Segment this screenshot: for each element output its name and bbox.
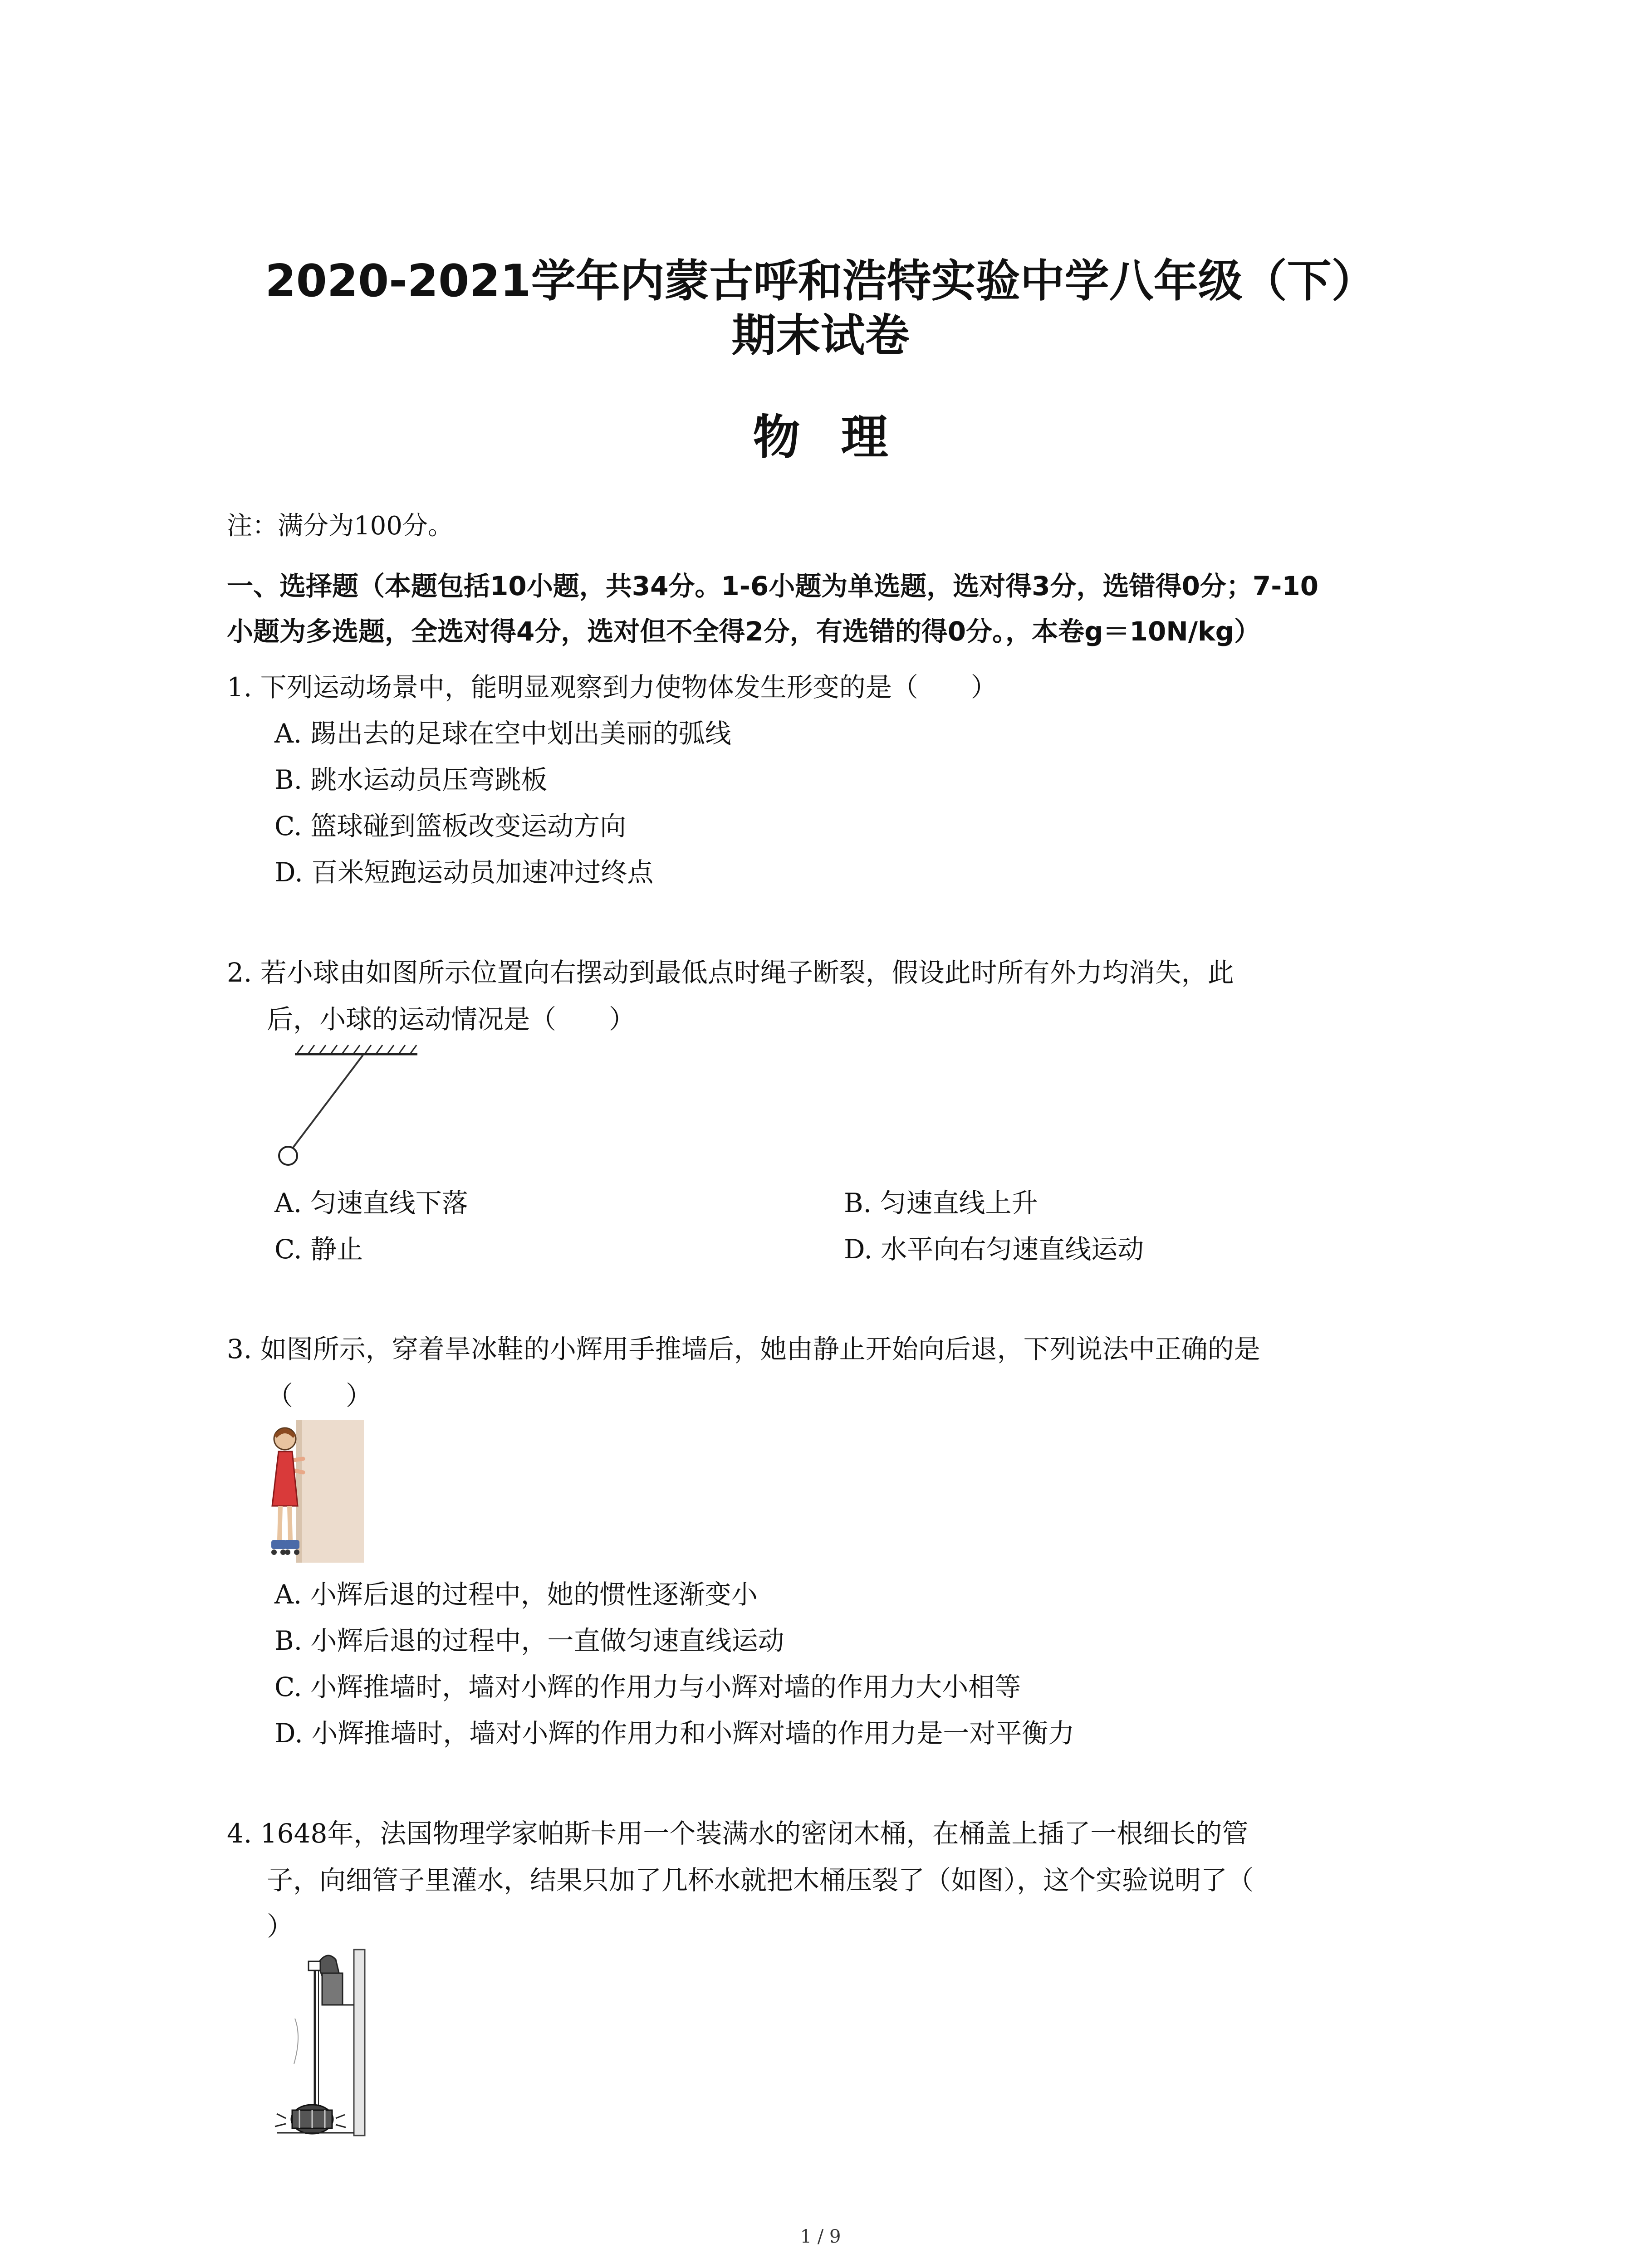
question-2-stem-line2: 后，小球的运动情况是（ ） — [267, 1004, 636, 1035]
roller-skate-right — [284, 1540, 299, 1549]
exam-title-line1: 2020-2021学年内蒙古呼和浩特实验中学八年级（下） — [265, 255, 1376, 307]
question-4-stem-line1: 4. 1648年，法国物理学家帕斯卡用一个装满水的密闭木桶，在桶盖上插了一根细长的管 — [227, 1818, 1249, 1849]
exam-title-line2: 期末试卷 — [731, 310, 910, 362]
wall-strip — [354, 1950, 365, 2136]
question-1-option-b: B. 跳水运动员压弯跳板 — [274, 764, 548, 795]
question-4-stem-line2: 子，向细管子里灌水，结果只加了几杯水就把木桶压裂了（如图），这个实验说明了（ — [267, 1865, 1254, 1896]
question-1-stem: 1. 下列运动场景中，能明显观察到力使物体发生形变的是（ ） — [227, 672, 997, 703]
subject-title: 物理 — [753, 410, 929, 465]
wall — [296, 1420, 364, 1563]
person-on-ledge — [322, 1973, 343, 2005]
question-3-option-c: C. 小辉推墙时，墙对小辉的作用力与小辉对墙的作用力大小相等 — [274, 1672, 1021, 1702]
question-1-option-c: C. 篮球碰到篮板改变运动方向 — [274, 811, 627, 841]
section-heading-line1: 一、选择题（本题包括10小题，共34分。1-6小题为单选题，选对得3分，选错得0分；7-10 — [227, 571, 1319, 601]
question-4-stem-line3: ） — [267, 1911, 294, 1942]
question-2-option-a: A. 匀速直线下落 — [274, 1188, 468, 1218]
question-3-stem-line1: 3. 如图所示，穿着旱冰鞋的小辉用手推墙后，她由静止开始向后退，下列说法中正确的是 — [227, 1334, 1260, 1364]
question-3-option-d: D. 小辉推墙时，墙对小辉的作用力和小辉对墙的作用力是一对平衡力 — [274, 1718, 1075, 1749]
pendulum-figure — [272, 1039, 426, 1170]
question-2-option-b: B. 匀速直线上升 — [844, 1188, 1038, 1218]
skater-pushing-wall-figure — [263, 1415, 367, 1565]
question-3-option-b: B. 小辉后退的过程中，一直做匀速直线运动 — [274, 1625, 784, 1656]
question-2-option-c: C. 静止 — [274, 1234, 363, 1265]
question-1-option-a: A. 踢出去的足球在空中划出美丽的弧线 — [274, 718, 731, 749]
page-number: 1 / 9 — [800, 2226, 841, 2247]
ceiling-hatch — [295, 1045, 417, 1054]
pendulum-ball — [279, 1147, 297, 1165]
question-3-stem-line2: （ ） — [267, 1380, 372, 1411]
question-2-stem-line1: 2. 若小球由如图所示位置向右摆动到最低点时绳子断裂，假设此时所有外力均消失，此 — [227, 957, 1234, 988]
section-heading-line2: 小题为多选题，全选对得4分，选对但不全得2分，有选错的得0分。，本卷g＝10N/kg） — [227, 616, 1261, 647]
question-1-option-d: D. 百米短跑运动员加速冲过终点 — [274, 857, 654, 888]
pascal-barrel-figure — [268, 1946, 372, 2141]
question-3-option-a: A. 小辉后退的过程中，她的惯性逐渐变小 — [274, 1579, 758, 1610]
score-note: 注：满分为100分。 — [227, 511, 453, 541]
pendulum-string — [291, 1055, 363, 1150]
question-2-option-d: D. 水平向右匀速直线运动 — [844, 1234, 1144, 1265]
